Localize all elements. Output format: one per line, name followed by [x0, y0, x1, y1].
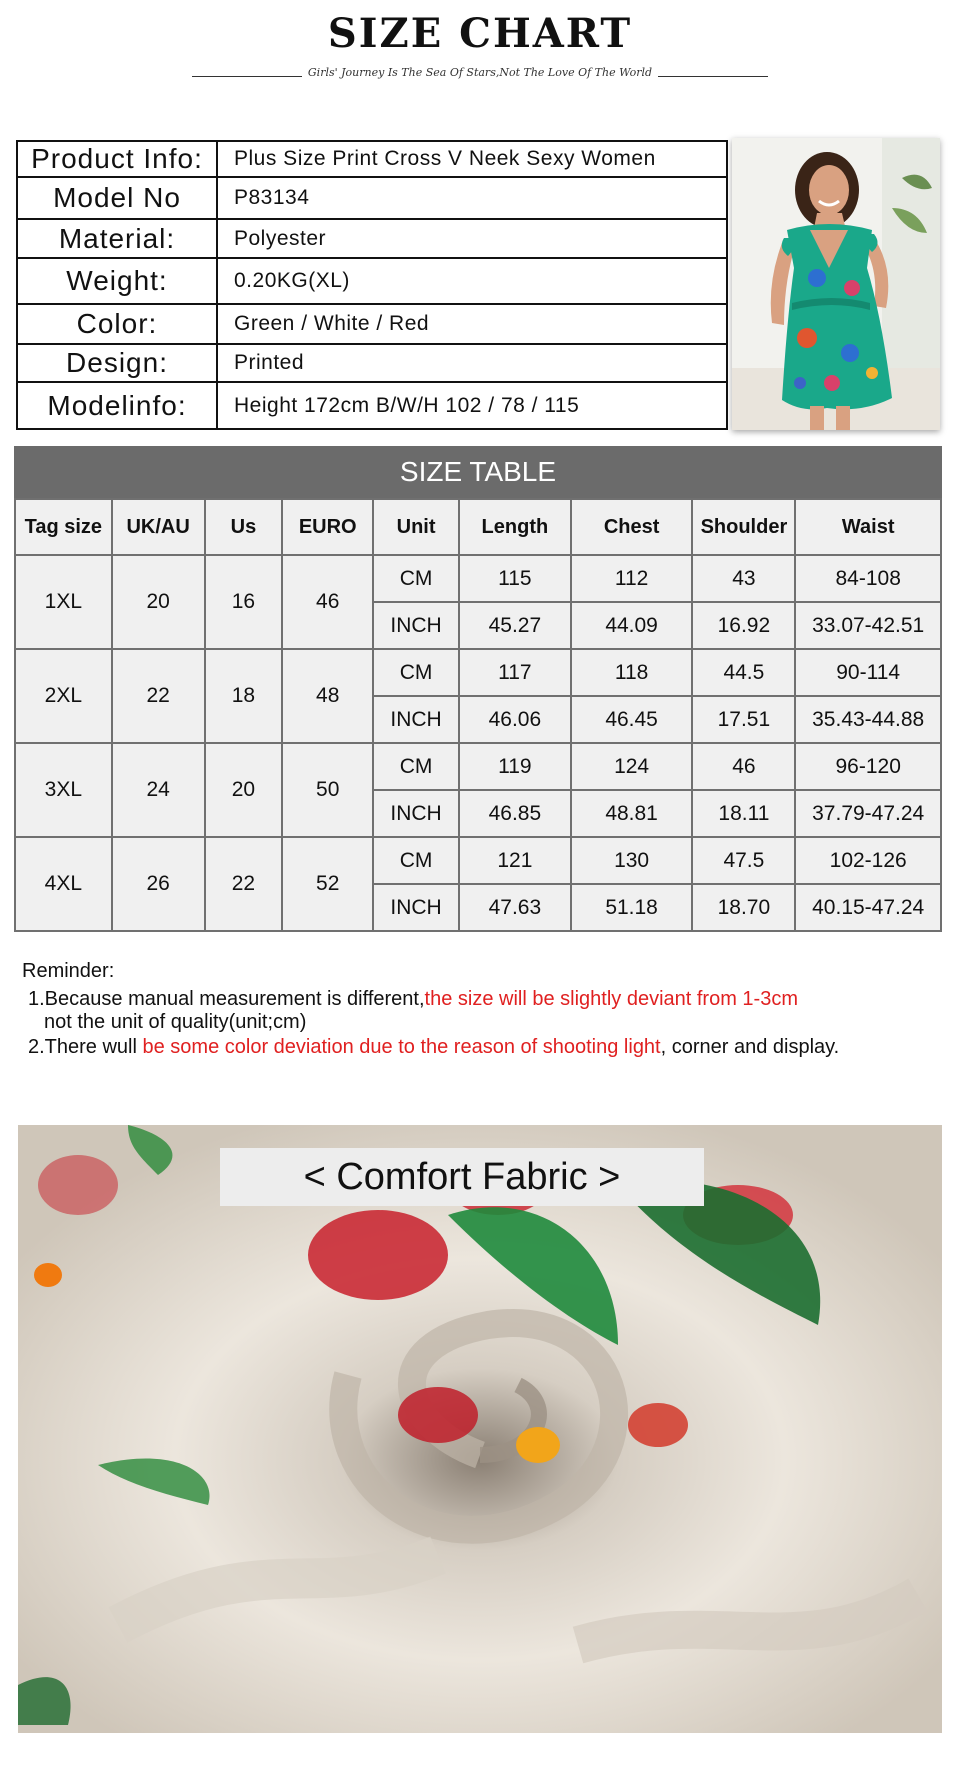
waist-cell: 102-126: [795, 837, 941, 884]
fabric-label: < Comfort Fabric >: [220, 1148, 704, 1206]
euro-cell: 50: [282, 743, 373, 837]
column-header: Waist: [795, 499, 941, 555]
length-cell: 119: [459, 743, 571, 790]
tag-size-cell: 2XL: [15, 649, 112, 743]
length-cell: 115: [459, 555, 571, 602]
uk-au-cell: 24: [112, 743, 205, 837]
info-row-model: [18, 178, 726, 220]
chest-cell: 48.81: [571, 790, 693, 837]
length-cell: 117: [459, 649, 571, 696]
subtitle: [0, 66, 960, 79]
reminder-line-1-continued: not the unit of quality(unit;cm): [44, 1011, 307, 1033]
unit-cell: INCH: [373, 602, 459, 649]
column-header: Tag size: [15, 499, 112, 555]
chest-cell: 44.09: [571, 602, 693, 649]
waist-cell: 96-120: [795, 743, 941, 790]
subtitle-text: Girls' Journey Is The Sea Of Stars,Not The Love Of The World: [302, 66, 658, 79]
info-label: Material:: [18, 220, 218, 257]
unit-cell: CM: [373, 743, 459, 790]
waist-cell: 37.79-47.24: [795, 790, 941, 837]
table-row: [15, 649, 941, 696]
euro-cell: 52: [282, 837, 373, 931]
reminder-text: , corner and display.: [660, 1036, 840, 1058]
unit-cell: INCH: [373, 790, 459, 837]
reminder-highlight: the size will be slightly deviant from 1-3cm: [424, 988, 798, 1010]
shoulder-cell: 43: [692, 555, 795, 602]
info-row-material: [18, 220, 726, 259]
size-table-title: SIZE TABLE: [14, 446, 942, 498]
column-header: UK/AU: [112, 499, 205, 555]
uk-au-cell: 22: [112, 649, 205, 743]
uk-au-cell: 26: [112, 837, 205, 931]
column-header: Chest: [571, 499, 693, 555]
chest-cell: 46.45: [571, 696, 693, 743]
model-photo: [732, 138, 940, 430]
shoulder-cell: 44.5: [692, 649, 795, 696]
info-row-modelinfo: [18, 383, 726, 428]
table-row: [15, 837, 941, 884]
chest-cell: 118: [571, 649, 693, 696]
info-value: 0.20KG(XL): [234, 269, 350, 292]
tag-size-cell: 3XL: [15, 743, 112, 837]
length-cell: 46.85: [459, 790, 571, 837]
info-value: Green / White / Red: [234, 312, 430, 335]
column-header: EURO: [282, 499, 373, 555]
unit-cell: INCH: [373, 696, 459, 743]
length-cell: 45.27: [459, 602, 571, 649]
shoulder-cell: 16.92: [692, 602, 795, 649]
chest-cell: 51.18: [571, 884, 693, 931]
waist-cell: 90-114: [795, 649, 941, 696]
column-header: Shoulder: [692, 499, 795, 555]
chest-cell: 112: [571, 555, 693, 602]
reminder-line-1: [28, 988, 798, 1011]
info-value: Polyester: [234, 226, 327, 250]
info-row-product: [18, 142, 726, 178]
unit-cell: CM: [373, 837, 459, 884]
uk-au-cell: 20: [112, 555, 205, 649]
info-value: P83134: [234, 186, 310, 209]
info-row-color: [18, 305, 726, 345]
tag-size-cell: 1XL: [15, 555, 112, 649]
page-title: SIZE CHART: [327, 10, 633, 57]
reminder-text: 1.Because manual measurement is different,: [28, 988, 425, 1010]
fabric-photo: [18, 1125, 942, 1733]
us-cell: 22: [205, 837, 283, 931]
reminder-highlight: be some color deviation due to the reason of shooting light: [142, 1036, 661, 1058]
info-label: Color:: [18, 305, 218, 343]
info-value: Printed: [234, 351, 305, 374]
us-cell: 16: [205, 555, 283, 649]
info-label: Modelinfo:: [18, 383, 218, 428]
shoulder-cell: 47.5: [692, 837, 795, 884]
table-row: [15, 555, 941, 602]
euro-cell: 48: [282, 649, 373, 743]
unit-cell: INCH: [373, 884, 459, 931]
waist-cell: 33.07-42.51: [795, 602, 941, 649]
info-value: Height 172cm B/W/H 102 / 78 / 115: [234, 393, 580, 417]
unit-cell: CM: [373, 555, 459, 602]
info-label: Model No: [18, 178, 218, 218]
info-row-design: [18, 345, 726, 383]
info-label: Product Info:: [18, 142, 218, 176]
shoulder-cell: 17.51: [692, 696, 795, 743]
us-cell: 20: [205, 743, 283, 837]
waist-cell: 40.15-47.24: [795, 884, 941, 931]
info-value: Plus Size Print Cross V Neek Sexy Women: [234, 147, 656, 170]
info-row-weight: [18, 259, 726, 305]
product-info-table: [16, 140, 728, 430]
reminder-line-2: [28, 1036, 839, 1059]
info-label: Weight:: [18, 259, 218, 303]
fabric-illustration: [18, 1125, 942, 1733]
column-header: Us: [205, 499, 283, 555]
column-header: Unit: [373, 499, 459, 555]
chest-cell: 130: [571, 837, 693, 884]
size-table-header-row: [15, 499, 941, 555]
unit-cell: CM: [373, 649, 459, 696]
model-illustration: [732, 138, 940, 430]
length-cell: 46.06: [459, 696, 571, 743]
shoulder-cell: 18.70: [692, 884, 795, 931]
waist-cell: 84-108: [795, 555, 941, 602]
tag-size-cell: 4XL: [15, 837, 112, 931]
reminder-title: Reminder:: [22, 960, 115, 982]
reminder-text: 2.There wull: [28, 1036, 143, 1058]
info-label: Design:: [18, 345, 218, 381]
table-row: [15, 743, 941, 790]
column-header: Length: [459, 499, 571, 555]
length-cell: 47.63: [459, 884, 571, 931]
shoulder-cell: 18.11: [692, 790, 795, 837]
waist-cell: 35.43-44.88: [795, 696, 941, 743]
euro-cell: 46: [282, 555, 373, 649]
us-cell: 18: [205, 649, 283, 743]
shoulder-cell: 46: [692, 743, 795, 790]
chest-cell: 124: [571, 743, 693, 790]
length-cell: 121: [459, 837, 571, 884]
size-table: [14, 498, 942, 932]
